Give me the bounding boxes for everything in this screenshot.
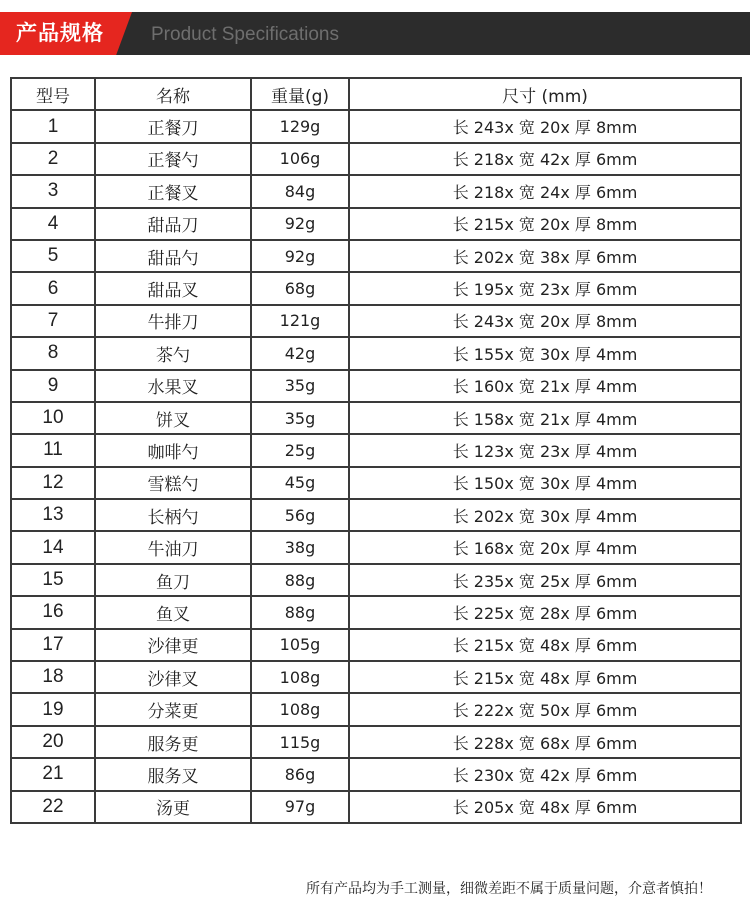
cell-model: 7 (11, 305, 95, 337)
cell-weight: 42g (251, 337, 349, 369)
cell-name: 服务叉 (95, 758, 251, 790)
cell-name: 甜品勺 (95, 240, 251, 272)
cell-size: 长 215x 宽 48x 厚 6mm (349, 661, 741, 693)
cell-size: 长 243x 宽 20x 厚 8mm (349, 305, 741, 337)
header-subtitle: Product Specifications (151, 24, 339, 45)
cell-weight: 86g (251, 758, 349, 790)
cell-model: 2 (11, 143, 95, 175)
cell-name: 正餐叉 (95, 175, 251, 207)
table-row (11, 402, 741, 434)
cell-name: 饼叉 (95, 402, 251, 434)
cell-model: 1 (11, 110, 95, 142)
table-row (11, 693, 741, 725)
table-row (11, 208, 741, 240)
cell-weight: 38g (251, 531, 349, 563)
cell-size: 长 150x 宽 30x 厚 4mm (349, 467, 741, 499)
cell-size: 长 195x 宽 23x 厚 6mm (349, 272, 741, 304)
cell-size: 长 243x 宽 20x 厚 8mm (349, 110, 741, 142)
cell-size: 长 230x 宽 42x 厚 6mm (349, 758, 741, 790)
column-header-size: 尺寸 (mm) (349, 78, 741, 110)
cell-name: 服务更 (95, 726, 251, 758)
cell-size: 长 215x 宽 48x 厚 6mm (349, 629, 741, 661)
cell-name: 分菜更 (95, 693, 251, 725)
cell-model: 19 (11, 693, 95, 725)
cell-name: 甜品刀 (95, 208, 251, 240)
cell-name: 甜品叉 (95, 272, 251, 304)
cell-weight: 68g (251, 272, 349, 304)
cell-model: 20 (11, 726, 95, 758)
table-row (11, 629, 741, 661)
table-row (11, 758, 741, 790)
cell-model: 6 (11, 272, 95, 304)
cell-name: 鱼刀 (95, 564, 251, 596)
cell-size: 长 155x 宽 30x 厚 4mm (349, 337, 741, 369)
cell-model: 22 (11, 791, 95, 823)
cell-name: 汤更 (95, 791, 251, 823)
table-row (11, 305, 741, 337)
cell-name: 牛排刀 (95, 305, 251, 337)
cell-size: 长 215x 宽 20x 厚 8mm (349, 208, 741, 240)
cell-name: 长柄勺 (95, 499, 251, 531)
table-row (11, 272, 741, 304)
cell-weight: 88g (251, 596, 349, 628)
cell-model: 17 (11, 629, 95, 661)
table-body (11, 110, 741, 823)
cell-name: 鱼叉 (95, 596, 251, 628)
header-banner (0, 12, 750, 55)
cell-size: 长 222x 宽 50x 厚 6mm (349, 693, 741, 725)
cell-model: 4 (11, 208, 95, 240)
cell-name: 牛油刀 (95, 531, 251, 563)
cell-size: 长 123x 宽 23x 厚 4mm (349, 434, 741, 466)
cell-weight: 45g (251, 467, 349, 499)
cell-model: 3 (11, 175, 95, 207)
cell-model: 18 (11, 661, 95, 693)
cell-size: 长 202x 宽 30x 厚 4mm (349, 499, 741, 531)
table-row (11, 110, 741, 142)
cell-weight: 92g (251, 208, 349, 240)
table-row (11, 370, 741, 402)
column-header-model: 型号 (11, 78, 95, 110)
cell-weight: 108g (251, 661, 349, 693)
cell-size: 长 160x 宽 21x 厚 4mm (349, 370, 741, 402)
table-row (11, 564, 741, 596)
cell-size: 长 235x 宽 25x 厚 6mm (349, 564, 741, 596)
table-row (11, 661, 741, 693)
header-title: 产品规格 (16, 21, 104, 45)
table-row (11, 434, 741, 466)
cell-name: 正餐勺 (95, 143, 251, 175)
table-row (11, 175, 741, 207)
cell-weight: 121g (251, 305, 349, 337)
column-header-name: 名称 (95, 78, 251, 110)
cell-model: 9 (11, 370, 95, 402)
cell-model: 5 (11, 240, 95, 272)
cell-weight: 25g (251, 434, 349, 466)
cell-model: 21 (11, 758, 95, 790)
cell-size: 长 205x 宽 48x 厚 6mm (349, 791, 741, 823)
cell-model: 14 (11, 531, 95, 563)
table-row (11, 240, 741, 272)
spec-table (10, 77, 742, 824)
table-row (11, 596, 741, 628)
cell-weight: 88g (251, 564, 349, 596)
cell-weight: 35g (251, 402, 349, 434)
table-row (11, 726, 741, 758)
disclaimer-note: 所有产品均为手工测量，细微差距不属于质量问题，介意者慎拍！ (306, 881, 712, 897)
cell-model: 10 (11, 402, 95, 434)
cell-weight: 84g (251, 175, 349, 207)
cell-name: 咖啡勺 (95, 434, 251, 466)
cell-model: 15 (11, 564, 95, 596)
cell-size: 长 225x 宽 28x 厚 6mm (349, 596, 741, 628)
cell-model: 8 (11, 337, 95, 369)
cell-size: 长 218x 宽 42x 厚 6mm (349, 143, 741, 175)
table-row (11, 143, 741, 175)
cell-size: 长 228x 宽 68x 厚 6mm (349, 726, 741, 758)
column-header-weight: 重量(g) (251, 78, 349, 110)
cell-name: 沙律更 (95, 629, 251, 661)
cell-model: 16 (11, 596, 95, 628)
table-row (11, 499, 741, 531)
cell-weight: 129g (251, 110, 349, 142)
table-row (11, 791, 741, 823)
cell-size: 长 218x 宽 24x 厚 6mm (349, 175, 741, 207)
cell-name: 茶勺 (95, 337, 251, 369)
cell-name: 正餐刀 (95, 110, 251, 142)
cell-weight: 92g (251, 240, 349, 272)
table-row (11, 467, 741, 499)
cell-name: 沙律叉 (95, 661, 251, 693)
cell-weight: 97g (251, 791, 349, 823)
cell-name: 水果叉 (95, 370, 251, 402)
cell-weight: 35g (251, 370, 349, 402)
cell-name: 雪糕勺 (95, 467, 251, 499)
cell-weight: 56g (251, 499, 349, 531)
cell-model: 12 (11, 467, 95, 499)
cell-weight: 106g (251, 143, 349, 175)
cell-model: 13 (11, 499, 95, 531)
cell-size: 长 158x 宽 21x 厚 4mm (349, 402, 741, 434)
cell-size: 长 202x 宽 38x 厚 6mm (349, 240, 741, 272)
cell-weight: 115g (251, 726, 349, 758)
cell-size: 长 168x 宽 20x 厚 4mm (349, 531, 741, 563)
table-row (11, 531, 741, 563)
cell-model: 11 (11, 434, 95, 466)
table-row (11, 337, 741, 369)
cell-weight: 108g (251, 693, 349, 725)
cell-weight: 105g (251, 629, 349, 661)
table-header-row (11, 78, 741, 110)
